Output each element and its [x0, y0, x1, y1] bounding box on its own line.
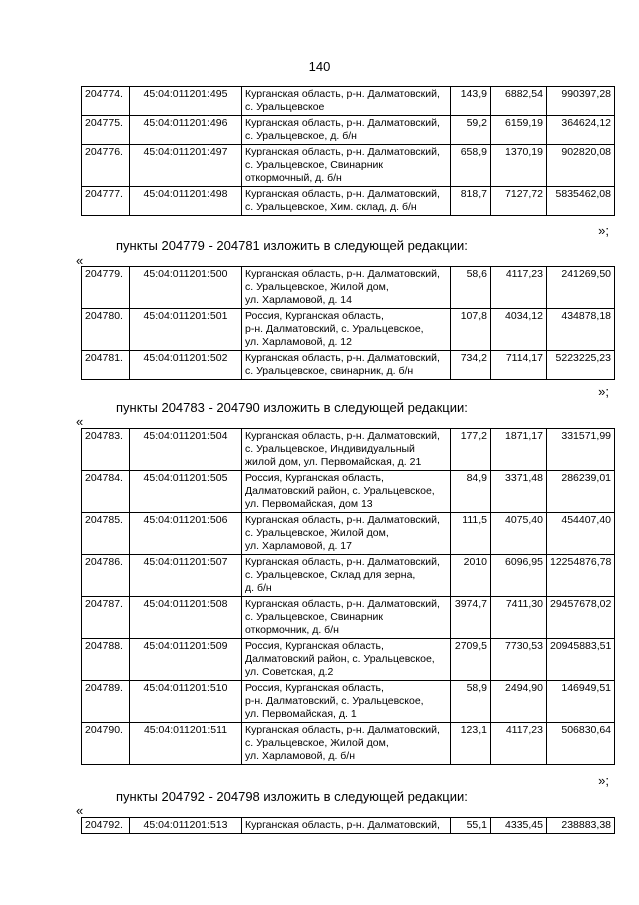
address-line: Россия, Курганская область, [245, 472, 384, 484]
address-line: Курганская область, р-н. Далматовский, [245, 146, 440, 158]
unit-value-cell: 7114,17 [491, 351, 547, 380]
area-cell: 107,8 [451, 309, 491, 351]
area-cell: 734,2 [451, 351, 491, 380]
cadastral-value-cell: 990397,28 [547, 87, 615, 116]
address-line: Россия, Курганская область, [245, 640, 384, 652]
unit-value-cell: 4117,23 [491, 723, 547, 765]
address-line: д. б/н [245, 582, 272, 594]
registry-table [81, 817, 615, 834]
row-number-cell: 204784. [82, 471, 130, 513]
row-number-cell: 204790. [82, 723, 130, 765]
area-cell: 58,9 [451, 681, 491, 723]
address-line: с. Уральцевское, Свинарник [245, 611, 383, 623]
cadastral-value-cell: 5223225,23 [547, 351, 615, 380]
address-cell [242, 681, 451, 723]
cadastral-value-cell: 20945883,51 [547, 639, 615, 681]
table-row [82, 87, 615, 116]
address-line: ул. Первомайская, дом 13 [245, 498, 373, 510]
table-row [82, 597, 615, 639]
row-number-cell: 204785. [82, 513, 130, 555]
registry-table [81, 86, 615, 216]
address-line: ул. Первомайская, д. 1 [245, 708, 357, 720]
cadastral-number-cell: 45:04:011201:500 [130, 267, 242, 309]
unit-value-cell: 1370,19 [491, 145, 547, 187]
row-number-cell: 204781. [82, 351, 130, 380]
address-line: Россия, Курганская область, [245, 682, 384, 694]
address-line: Далматовский район, с. Уральцевское, [245, 653, 435, 665]
address-line: Курганская область, р-н. Далматовский, [245, 598, 440, 610]
cadastral-value-cell: 12254876,78 [547, 555, 615, 597]
address-line: с. Уральцевское, Хим. склад, д. б/н [245, 201, 417, 213]
unit-value-cell: 4034,12 [491, 309, 547, 351]
address-line: Курганская область, р-н. Далматовский, [245, 819, 440, 831]
row-number-cell: 204786. [82, 555, 130, 597]
cadastral-number-cell: 45:04:011201:508 [130, 597, 242, 639]
area-cell: 58,6 [451, 267, 491, 309]
area-cell: 55,1 [451, 818, 491, 834]
address-cell [242, 145, 451, 187]
area-cell: 818,7 [451, 187, 491, 216]
cadastral-value-cell: 286239,01 [547, 471, 615, 513]
address-line: ул. Харламовой, д. 17 [245, 540, 352, 552]
cadastral-number-cell: 45:04:011201:505 [130, 471, 242, 513]
table-row [82, 471, 615, 513]
area-cell: 2709,5 [451, 639, 491, 681]
row-number-cell: 204780. [82, 309, 130, 351]
address-line: Курганская область, р-н. Далматовский, [245, 352, 440, 364]
address-cell [242, 116, 451, 145]
open-quote-mark: « [76, 253, 84, 268]
table-row [82, 309, 615, 351]
row-number-cell: 204783. [82, 429, 130, 471]
address-cell [242, 87, 451, 116]
address-line: с. Уральцевское, Жилой дом, [245, 281, 389, 293]
address-line: с. Уральцевское, Склад для зерна, [245, 569, 416, 581]
cadastral-number-cell: 45:04:011201:504 [130, 429, 242, 471]
unit-value-cell: 4117,23 [491, 267, 547, 309]
cadastral-number-cell: 45:04:011201:495 [130, 87, 242, 116]
table-row [82, 145, 615, 187]
cadastral-number-cell: 45:04:011201:501 [130, 309, 242, 351]
row-number-cell: 204789. [82, 681, 130, 723]
row-number-cell: 204788. [82, 639, 130, 681]
address-line: с. Уральцевское, д. б/н [245, 130, 357, 142]
cadastral-value-cell: 331571,99 [547, 429, 615, 471]
address-line: с. Уральцевское, Жилой дом, [245, 527, 389, 539]
address-line: Курганская область, р-н. Далматовский, [245, 88, 440, 100]
address-cell [242, 309, 451, 351]
cadastral-value-cell: 454407,40 [547, 513, 615, 555]
cadastral-number-cell: 45:04:011201:498 [130, 187, 242, 216]
table-row [82, 513, 615, 555]
address-cell [242, 723, 451, 765]
address-cell [242, 513, 451, 555]
area-cell: 2010 [451, 555, 491, 597]
unit-value-cell: 3371,48 [491, 471, 547, 513]
address-line: с. Уральцевское, свинарник, д. б/н [245, 365, 414, 377]
address-line: откормочник, д. б/н [245, 624, 339, 636]
end-quote-mark: »; [598, 773, 609, 788]
address-line: ул. Харламовой, д. б/н [245, 750, 356, 762]
cadastral-value-cell: 238883,38 [547, 818, 615, 834]
table-row [82, 187, 615, 216]
unit-value-cell: 6096,95 [491, 555, 547, 597]
cadastral-value-cell: 146949,51 [547, 681, 615, 723]
table-row [82, 116, 615, 145]
table-row [82, 555, 615, 597]
address-cell [242, 267, 451, 309]
cadastral-value-cell: 5835462,08 [547, 187, 615, 216]
address-line: Курганская область, р-н. Далматовский, [245, 430, 440, 442]
unit-value-cell: 1871,17 [491, 429, 547, 471]
row-number-cell: 204787. [82, 597, 130, 639]
address-line: р-н. Далматовский, с. Уральцевское, [245, 695, 424, 707]
cadastral-value-cell: 29457678,02 [547, 597, 615, 639]
address-cell [242, 471, 451, 513]
end-quote-mark: »; [598, 223, 609, 238]
area-cell: 59,2 [451, 116, 491, 145]
address-line: с. Уральцевское, Индивидуальный [245, 443, 415, 455]
address-line: Курганская область, р-н. Далматовский, [245, 117, 440, 129]
area-cell: 3974,7 [451, 597, 491, 639]
address-line: р-н. Далматовский, с. Уральцевское, [245, 323, 424, 335]
cadastral-number-cell: 45:04:011201:507 [130, 555, 242, 597]
unit-value-cell: 7411,30 [491, 597, 547, 639]
address-line: Курганская область, р-н. Далматовский, [245, 514, 440, 526]
address-line: ул. Харламовой, д. 14 [245, 294, 352, 306]
table-row [82, 351, 615, 380]
address-line: с. Уральцевское, Жилой дом, [245, 737, 389, 749]
unit-value-cell: 4335,45 [491, 818, 547, 834]
page-number: 140 [308, 59, 331, 74]
cadastral-value-cell: 434878,18 [547, 309, 615, 351]
cadastral-number-cell: 45:04:011201:509 [130, 639, 242, 681]
table-row [82, 723, 615, 765]
address-line: Курганская область, р-н. Далматовский, [245, 724, 440, 736]
row-number-cell: 204776. [82, 145, 130, 187]
cadastral-value-cell: 506830,64 [547, 723, 615, 765]
row-number-cell: 204774. [82, 87, 130, 116]
area-cell: 123,1 [451, 723, 491, 765]
row-number-cell: 204792. [82, 818, 130, 834]
address-line: Курганская область, р-н. Далматовский, [245, 556, 440, 568]
table-row [82, 681, 615, 723]
unit-value-cell: 4075,40 [491, 513, 547, 555]
cadastral-value-cell: 241269,50 [547, 267, 615, 309]
registry-table [81, 428, 615, 765]
address-cell [242, 351, 451, 380]
row-number-cell: 204775. [82, 116, 130, 145]
table-row [82, 267, 615, 309]
cadastral-number-cell: 45:04:011201:502 [130, 351, 242, 380]
area-cell: 84,9 [451, 471, 491, 513]
area-cell: 143,9 [451, 87, 491, 116]
table-row [82, 818, 615, 834]
address-line: с. Уральцевское, Свинарник [245, 159, 383, 171]
cadastral-number-cell: 45:04:011201:511 [130, 723, 242, 765]
cadastral-value-cell: 902820,08 [547, 145, 615, 187]
open-quote-mark: « [76, 414, 84, 429]
amendment-instruction: пункты 204779 - 204781 изложить в следующей редакции: [116, 238, 468, 253]
address-line: Россия, Курганская область, [245, 310, 384, 322]
address-line: ул. Советская, д.2 [245, 666, 334, 678]
address-line: Курганская область, р-н. Далматовский, [245, 268, 440, 280]
table-row [82, 429, 615, 471]
cadastral-value-cell: 364624,12 [547, 116, 615, 145]
address-line: ул. Харламовой, д. 12 [245, 336, 352, 348]
cadastral-number-cell: 45:04:011201:497 [130, 145, 242, 187]
address-line: с. Уральцевское [245, 101, 325, 113]
address-line: жилой дом, ул. Первомайская, д. 21 [245, 456, 422, 468]
unit-value-cell: 7730,53 [491, 639, 547, 681]
address-line: Далматовский район, с. Уральцевское, [245, 485, 435, 497]
amendment-instruction: пункты 204783 - 204790 изложить в следующей редакции: [116, 400, 468, 415]
open-quote-mark: « [76, 803, 84, 818]
address-cell [242, 597, 451, 639]
registry-table [81, 266, 615, 380]
cadastral-number-cell: 45:04:011201:510 [130, 681, 242, 723]
unit-value-cell: 6882,54 [491, 87, 547, 116]
address-line: откормочный, д. б/н [245, 172, 342, 184]
area-cell: 111,5 [451, 513, 491, 555]
address-cell [242, 818, 451, 834]
address-line: Курганская область, р-н. Далматовский, [245, 188, 440, 200]
area-cell: 658,9 [451, 145, 491, 187]
area-cell: 177,2 [451, 429, 491, 471]
row-number-cell: 204779. [82, 267, 130, 309]
row-number-cell: 204777. [82, 187, 130, 216]
end-quote-mark: »; [598, 384, 609, 399]
cadastral-number-cell: 45:04:011201:513 [130, 818, 242, 834]
address-cell [242, 555, 451, 597]
address-cell [242, 429, 451, 471]
unit-value-cell: 2494,90 [491, 681, 547, 723]
address-cell [242, 187, 451, 216]
unit-value-cell: 7127,72 [491, 187, 547, 216]
cadastral-number-cell: 45:04:011201:506 [130, 513, 242, 555]
unit-value-cell: 6159,19 [491, 116, 547, 145]
amendment-instruction: пункты 204792 - 204798 изложить в следующей редакции: [116, 789, 468, 804]
address-cell [242, 639, 451, 681]
table-row [82, 639, 615, 681]
cadastral-number-cell: 45:04:011201:496 [130, 116, 242, 145]
